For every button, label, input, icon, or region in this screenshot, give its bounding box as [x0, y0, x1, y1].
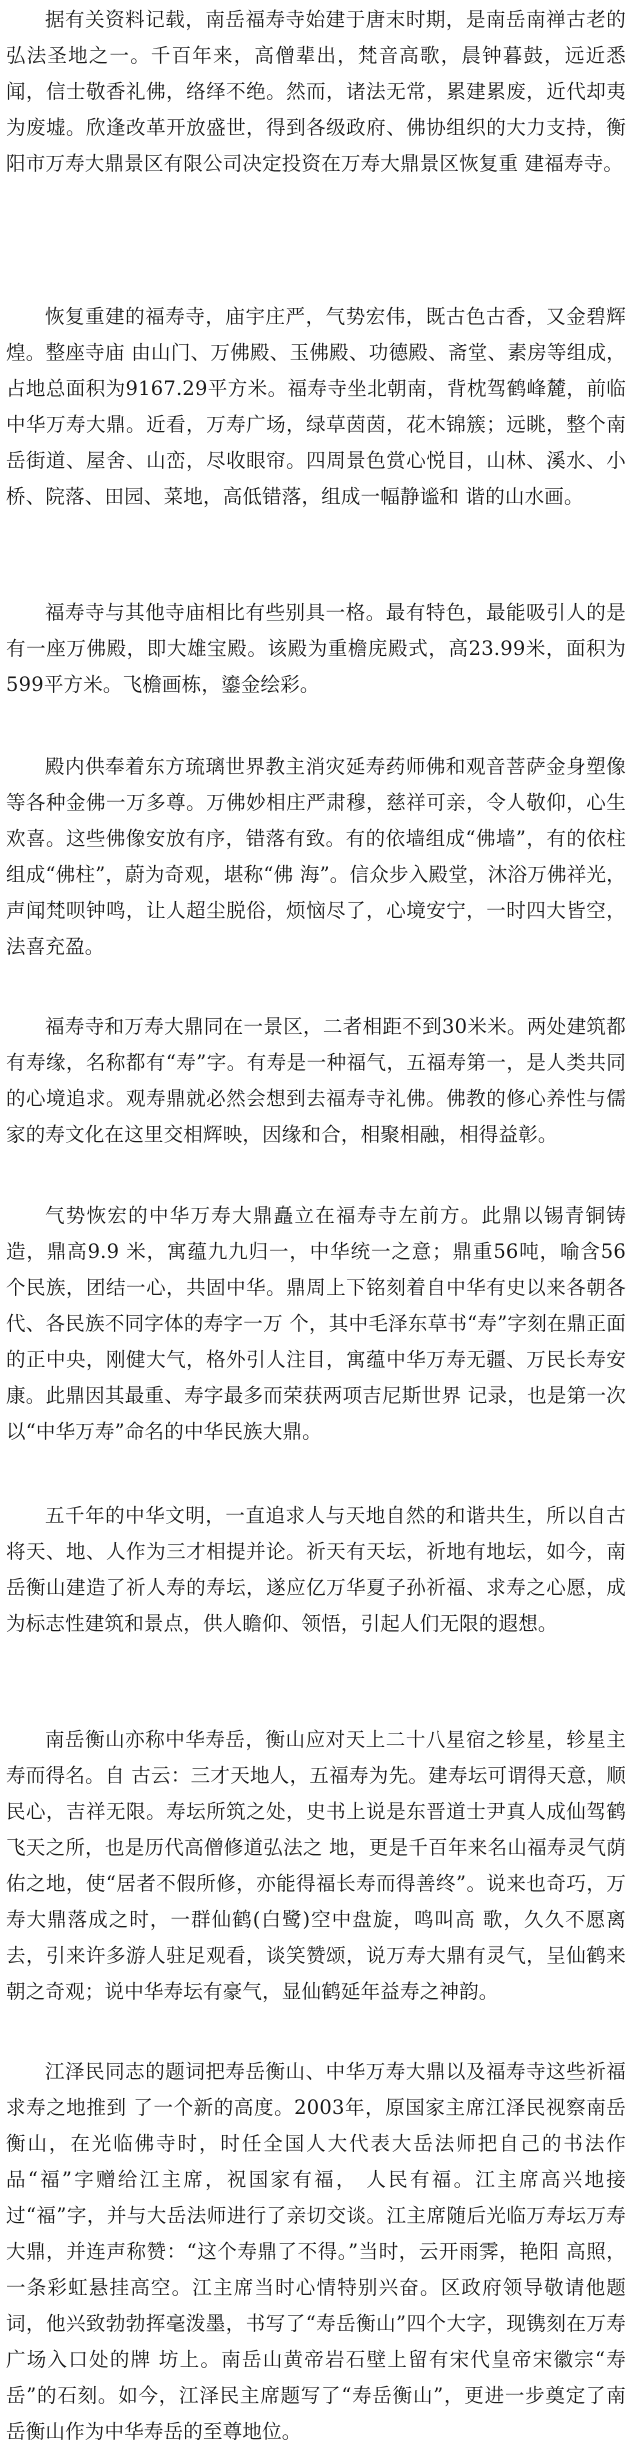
paragraph-buddha-statues: 殿内供奉着东方琉璃世界教主消灾延寿药师佛和观音菩萨金身塑像等各种金佛一万多尊。万佛妙相庄严肃穆，慈祥可亲，令人敬仰，心生欢喜。这些佛像安放有序，错落有致。有的依墙组成“佛墙”，有的依柱组成“佛柱”，蔚为奇观，堪称“佛 海”。信众步入殿堂，沐浴万佛祥光，声闻梵呗钟鸣，让人超尘脱俗，烦恼尽了，心境安宁，一时四大皆空，法喜充盈。	[6, 755, 626, 958]
paragraph-longevity-cauldron: 气势恢宏的中华万寿大鼎矗立在福寿寺左前方。此鼎以锡青铜铸造，鼎高9.9 米，寓蕴九九归一，中华统一之意；鼎重56吨，喻含56个民族，团结一心，共固中华。鼎周上下铭刻着自中华有史以来各朝各代、各民族不同字体的寿字一万 个，其中毛泽东草书“寿”字刻在鼎正面的正中央，刚健大气，格外引人注目，寓蕴中华万寿无疆、万民长寿安康。此鼎因其最重、寿字最多而荣获两项吉尼斯世界 记录，也是第一次以“中华万寿”命名的中华民族大鼎。	[6, 1204, 626, 1443]
paragraph-wanfo-hall: 福寿寺与其他寺庙相比有些别具一格。最有特色，最能吸引人的是有一座万佛殿，即大雄宝殿。该殿为重檐庑殿式，高23.99米，面积为599平方米。飞檐画栋，鎏金绘彩。	[6, 601, 626, 696]
paragraph-temple-and-cauldron: 福寿寺和万寿大鼎同在一景区，二者相距不到30米米。两处建筑都有寿缘，名称都有“寿”字。有寿是一种福气，五福寿第一，是人类共同的心境追求。观寿鼎就必然会想到去福寿寺礼佛。佛教的修心养性与儒家的寿文化在这里交相辉映，因缘和合，相聚相融，相得益彰。	[6, 1015, 626, 1146]
paragraph-history: 据有关资料记载，南岳福寿寺始建于唐末时期，是南岳南禅古老的弘法圣地之一。千百年来，高僧辈出，梵音高歌，晨钟暮鼓，远近悉闻，信士敬香礼佛，络绎不绝。然而，诸法无常，累建累废，近代却夷为废墟。欣逢改革开放盛世，得到各级政府、佛协组织的大力支持，衡阳市万寿大鼎景区有限公司决定投资在万寿大鼎景区恢复重 建福寿寺。	[6, 8, 626, 175]
paragraph-longevity-mountain: 南岳衡山亦称中华寿岳，衡山应对天上二十八星宿之轸星，轸星主寿而得名。自 古云：三才天地人，五福寿为先。建寿坛可谓得天意，顺民心，吉祥无限。寿坛所筑之处，史书上说是东晋道士尹真人成仙驾鹤飞天之所，也是历代高僧修道弘法之 地，更是千百年来名山福寿灵气荫佑之地，使“居者不假所修，亦能得福长寿而得善终”。说来也奇巧，万寿大鼎落成之时，一群仙鹤(白鹭)空中盘旋，鸣叫高 歌，久久不愿离去，引来许多游人驻足观看，谈笑赞颂，说万寿大鼎有灵气，呈仙鹤来朝之奇观；说中华寿坛有豪气，显仙鹤延年益寿之神韵。	[6, 1728, 626, 2003]
paragraph-reconstruction: 恢复重建的福寿寺，庙宇庄严，气势宏伟，既古色古香，又金碧辉煌。整座寺庙 由山门、万佛殿、玉佛殿、功德殿、斋堂、素房等组成，占地总面积为9167.29平方米。福寿寺坐北朝南，背枕驾鹤峰麓，前临中华万寿大鼎。近看，万寿广场，绿草茵茵，花木锦簇；远眺，整个南岳街道、屋舍、山峦，尽收眼帘。四周景色赏心悦目，山林、溪水、小桥、院落、田园、菜地，高低错落，组成一幅静谧和 谐的山水画。	[6, 305, 626, 508]
paragraph-longevity-altar: 五千年的中华文明，一直追求人与天地自然的和谐共生，所以自古将天、地、人作为三才相提并论。祈天有天坛，祈地有地坛，如今，南岳衡山建造了祈人寿的寿坛，遂应亿万华夏子孙祈福、求寿之心愿，成为标志性建筑和景点，供人瞻仰、领悟，引起人们无限的遐想。	[6, 1504, 626, 1635]
paragraph-inscription: 江泽民同志的题词把寿岳衡山、中华万寿大鼎以及福寿寺这些祈福求寿之地推到 了一个新的高度。2003年，原国家主席江泽民视察南岳衡山，在光临佛寺时，时任全国人大代表大岳法师把自己的书法作品“福”字赠给江主席，祝国家有福， 人民有福。江主席高兴地接过“福”字，并与大岳法师进行了亲切交谈。江主席随后光临万寿坛万寿大鼎，并连声称赞：“这个寿鼎了不得。”当时，云开雨霁，艳阳 高照，一条彩虹悬挂高空。江主席当时心情特别兴奋。区政府领导敬请他题词，他兴致勃勃挥毫泼墨，书写了“寿岳衡山”四个大字，现镌刻在万寿广场入口处的牌 坊上。南岳山黄帝岩石壁上留有宋代皇帝宋徽宗“寿岳”的石刻。如今，江泽民主席题写了“寿岳衡山”，更进一步奠定了南岳衡山作为中华寿岳的至尊地位。	[6, 2060, 626, 2443]
